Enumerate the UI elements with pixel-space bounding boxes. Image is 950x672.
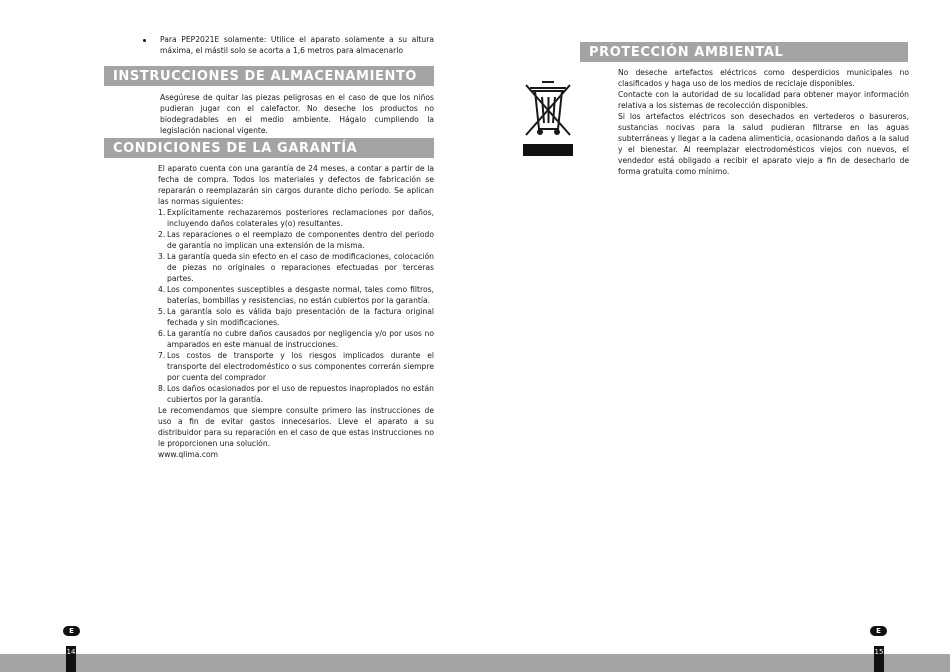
list-item <box>158 306 434 328</box>
warranty-closing: Le recomendamos que siempre consulte primero las instrucciones de uso a fin de evitar gastos innecesarios. Lleve el aparato a su distribuidor para su reparación en el caso de que estas instrucciones no le proporcionen una solución. <box>158 406 434 448</box>
list-item <box>158 207 434 229</box>
list-item-number: 8. <box>158 384 166 393</box>
list-item <box>158 251 434 284</box>
list-item-text: Las reparaciones o el reemplazo de componentes dentro del periodo de garantía no implican una extensión de la misma. <box>167 230 434 250</box>
list-item <box>158 284 434 306</box>
storage-heading-label: INSTRUCCIONES DE ALMACENAMIENTO <box>113 68 418 84</box>
warranty-intro: El aparato cuenta con una garantía de 24 meses, a contar a partir de la fecha de compra. Todos los materiales y defectos de fabricación se repararán o reemplazarán sin cargos durante dicho periodo. Se aplican las normas siguientes: <box>158 164 434 206</box>
list-item-text: La garantía solo es válida bajo presentación de la factura original fechada y sin modificaciones. <box>167 307 434 327</box>
list-item-text: Los componentes susceptibles a desgaste normal, tales como filtros, baterías, bombillas y resistencias, no están cubiertos por la garantía. <box>167 285 434 305</box>
list-item-text: La garantía no cubre daños causados por negligencia y/o por usos no amparados en este manual de instrucciones. <box>167 329 434 349</box>
warranty-section <box>158 163 434 460</box>
list-item <box>158 229 434 251</box>
list-item-text: Los costos de transporte y los riesgos implicados durante el transporte del electrodoméstico o sus componentes correrán siempre por cuenta del comprador <box>167 351 434 382</box>
list-item <box>158 328 434 350</box>
list-item-number: 4. <box>158 285 166 294</box>
list-item-number: 7. <box>158 351 166 360</box>
warranty-heading-label: CONDICIONES DE LA GARANTÍA <box>113 140 358 156</box>
weee-bin-icon <box>522 79 574 157</box>
warranty-heading <box>104 138 434 158</box>
language-badge-left: E <box>63 626 80 636</box>
storage-heading <box>104 66 434 86</box>
page-number-right: 15 <box>874 646 884 672</box>
warranty-list <box>158 207 434 405</box>
language-badge-right: E <box>870 626 887 636</box>
list-item <box>158 350 434 383</box>
crossed-out-wheelie-bin-icon <box>522 79 574 157</box>
environment-paragraph-2: Contacte con la autoridad de su localidad para obtener mayor información relativa a los sistemas de recolección disponibles. <box>618 90 909 110</box>
environment-heading <box>580 42 908 62</box>
list-item-text: La garantía queda sin efecto en el caso de modificaciones, colocación de piezas no originales o reparaciones efectuadas por terceras partes. <box>167 252 434 283</box>
list-item <box>158 383 434 405</box>
page-number-left: 14 <box>66 646 76 672</box>
environment-heading-label: PROTECCIÓN AMBIENTAL <box>589 44 784 60</box>
environment-text <box>618 67 909 177</box>
environment-paragraph-3: Si los artefactos eléctricos son desechados en vertederos o basureros, sustancias nocivas para la salud pudieran filtrarse en las aguas subterráneas y llegar a la cadena alimenticia, ocasionando daños a la salud y el bienestar. Al reemplazar electrodomésticos viejos con nuevos, el vendedor está obligado a recibir el aparato viejo a fin de desecharlo de forma gratuita como mínimo. <box>618 112 909 176</box>
list-item-text: Explícitamente rechazaremos posteriores reclamaciones por daños, incluyendo daños colaterales y(o) resultantes. <box>167 208 434 228</box>
bullet-dot <box>143 39 146 42</box>
website-link[interactable]: www.qlima.com <box>158 450 219 459</box>
storage-text: Asegúrese de quitar las piezas peligrosas en el caso de que los niños pudieran jugar con el calefactor. No deseche los productos no biodegradables en el medio ambiente. Hágalo cumpliendo la legislación nacional vigente. <box>160 93 434 135</box>
list-item-number: 6. <box>158 329 166 338</box>
list-item-text: Los daños ocasionados por el uso de repuestos inapropiados no están cubiertos por la garantía. <box>167 384 434 404</box>
list-item-number: 1. <box>158 208 166 217</box>
list-item-number: 5. <box>158 307 166 316</box>
list-item-number: 3. <box>158 252 166 261</box>
environment-paragraph-1: No deseche artefactos eléctricos como desperdicios municipales no clasificados y haga uso de los medios de reciclaje disponibles. <box>618 68 909 88</box>
intro-bullet-text: Para PEP2021E solamente: Utilice el aparato solamente a su altura máxima, el mástil solo se acorta a 1,6 metros para almacenarlo <box>160 35 434 55</box>
footer-band <box>0 654 950 672</box>
list-item-number: 2. <box>158 230 166 239</box>
